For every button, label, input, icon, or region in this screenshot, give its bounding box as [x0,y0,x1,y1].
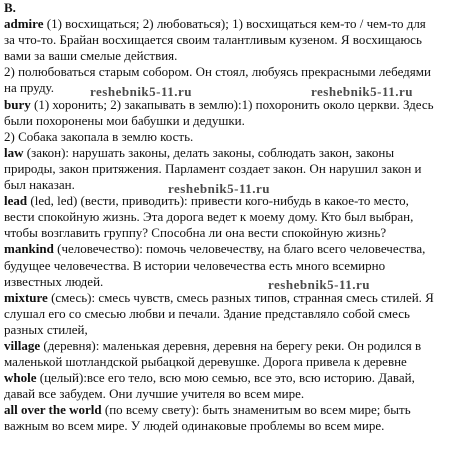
headword: mixture [4,289,48,305]
text-line [4,338,466,354]
text-line [4,16,466,32]
text-line [4,209,466,225]
text-line [4,145,466,161]
line-text: (закон): нарушать законы, делать законы, соблюдать закон, законы [23,144,395,160]
line-text: вести спокойную жизнь. Эта дорога ведет к моему дому. Кто был выбран, [4,209,414,225]
text-line [4,418,466,434]
line-text: (1) восхищаться; 2) любоваться); 1) восхищаться кем-то / чем-то для [43,16,426,32]
watermark: reshebnik5-11.ru [268,277,371,292]
text-line [4,225,466,241]
watermark: reshebnik5-11.ru [90,84,193,99]
line-text: (led, led) (вести, приводить): привести кого-нибудь в какое-то место, [27,193,409,209]
text-line [4,32,466,48]
text-line [4,48,466,64]
headword: B. [4,0,16,15]
line-text: (целый):все его тело, всю мою семью, все это, всю историю. Давай, [36,370,415,386]
headword: village [4,337,41,353]
headword: admire [4,16,44,32]
line-text: чтобы возглавить группу? Способна ли она вести спокойную жизнь? [4,225,387,241]
watermark: reshebnik5-11.ru [168,181,271,196]
text-line [4,290,466,306]
text-line [4,402,466,418]
text-line [4,274,466,290]
line-text: важным во всем мире. У людей одинаковые проблемы во всем мире. [4,418,385,434]
watermark: reshebnik5-11.ru [311,84,414,99]
text-line [4,322,466,338]
line-text: 2) Собака закопала в землю кость. [4,128,194,144]
line-text: (смесь): смесь чувств, смесь разных типов, странная смесь стилей. Я [47,289,434,305]
text-line [4,386,466,402]
line-text: маленькой шотландской рыбацкой деревушке. Дорога привела к деревне [4,354,407,370]
line-text: за что-то. Брайан восхищается своим талантливым кузеном. Я восхищаюсь [4,32,422,48]
text-line [4,0,466,16]
headword: whole [4,370,37,386]
headword: lead [4,193,28,209]
text-line [4,161,466,177]
line-text: (1) хоронить; 2) закапывать в землю):1) похоронить около церкви. Здесь [30,96,434,112]
text-line [4,64,466,80]
line-text: разных стилей, [4,321,88,337]
line-text: (по всему свету): быть знаменитым во всем мире; быть [101,402,411,418]
line-text: были похоронены мои бабушки и дедушки. [4,112,245,128]
line-text: (деревня): маленькая деревня, деревня на берегу реки. Он родился в [40,337,422,353]
text-line [4,113,466,129]
line-text: слушал его со смесью любви и печали. Здание представляло собой смесь [4,305,410,321]
line-text: 2) полюбоваться старым собором. Он стоял, любуясь прекрасными лебедями [4,64,431,80]
line-text: известных людей. [4,273,104,289]
line-text: давай все забудем. Они лучшие учителя во всем мире. [4,386,305,402]
line-text: на пруду. [4,80,55,96]
text-line [4,241,466,257]
headword: bury [4,96,31,112]
line-text: (человечество): помочь человечеству, на благо всего человечества, [53,241,426,257]
line-text: был наказан. [4,177,75,193]
text-line [4,370,466,386]
headword: all over the world [4,402,102,418]
text-line [4,129,466,145]
text-line [4,306,466,322]
line-text: будущее человечества. В истории человечества есть много всемирно [4,257,386,273]
line-text: природы, закон притяжения. Парламент создает закон. Он нарушил закон и [4,160,422,176]
text-line [4,258,466,274]
document-body [4,0,466,435]
line-text: вами за ваши смелые действия. [4,48,178,64]
text-line [4,354,466,370]
headword: law [4,144,24,160]
headword: mankind [4,241,54,257]
